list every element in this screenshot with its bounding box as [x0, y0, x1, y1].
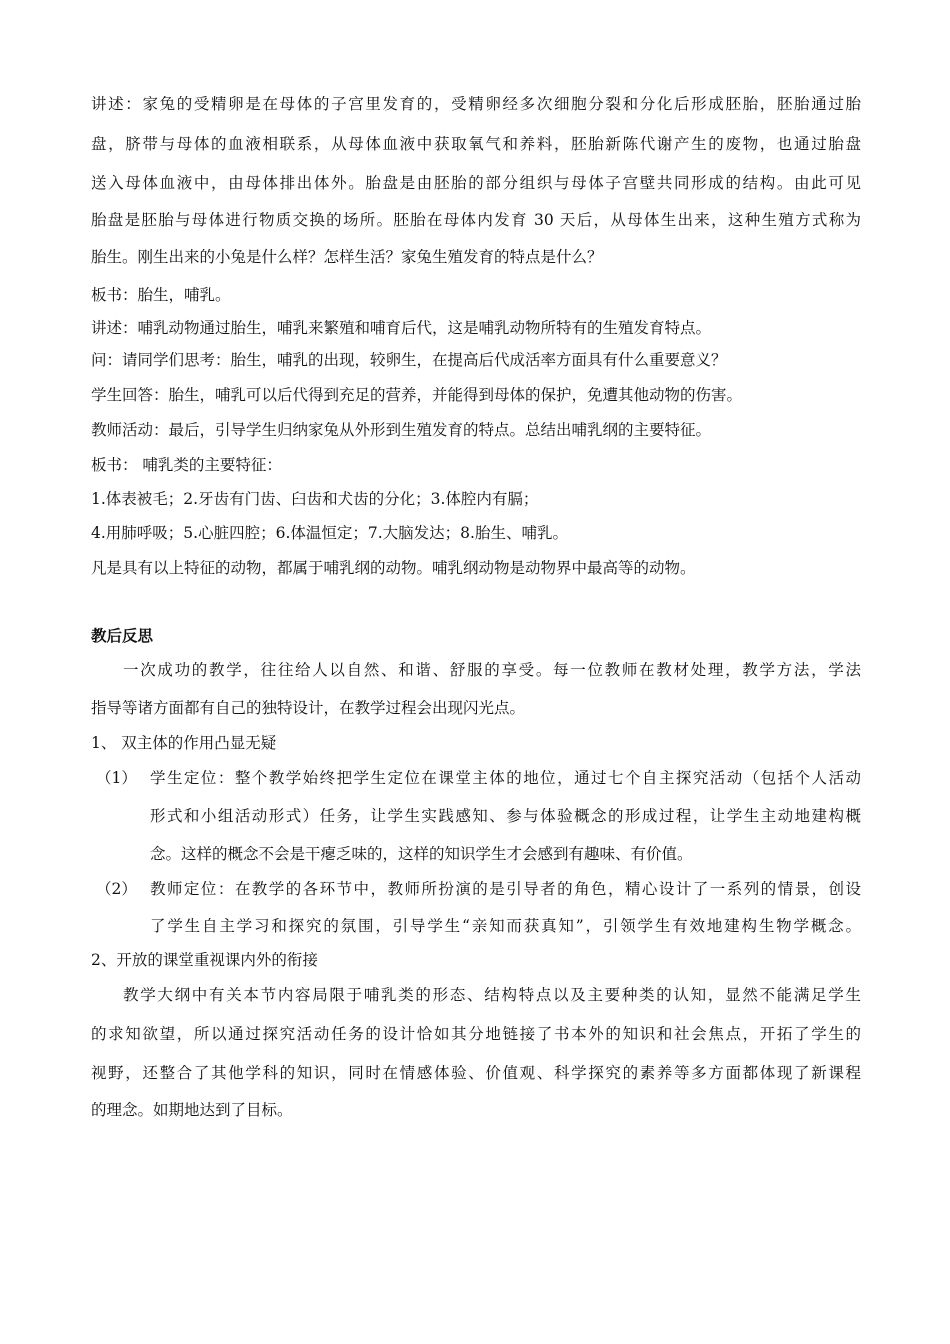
teacher-activity: 教师活动：最后，引导学生归纳家兔从外形到生殖发育的特点。总结出哺乳纲的主要特征。 [91, 421, 712, 439]
section-2-line-4: 的理念。如期地达到了目标。 [91, 1101, 293, 1119]
reflection-intro-line-2: 指导等诸方面都有自己的独特设计，在教学过程会出现闪光点。 [91, 699, 526, 717]
reflection-intro-line-1: 一次成功的教学，往往给人以自然、和谐、舒服的享受。每一位教师在教材处理，教学方法，学法 [123, 661, 861, 679]
section-1-title: 1、 双主体的作用凸显无疑 [91, 734, 277, 752]
item-1-line-1: 学生定位：整个教学始终把学生定位在课堂主体的地位，通过七个自主探究活动（包括个人活动 [150, 769, 861, 787]
item-2-line-1: 教师定位：在教学的各环节中，教师所扮演的是引导者的角色，精心设计了一系列的情景，创设 [150, 880, 861, 898]
item-2-label: （2） [96, 880, 137, 898]
lecture-paragraph-line-5: 胎生。刚生出来的小兔是什么样？怎样生活？家兔生殖发育的特点是什么？ [91, 248, 603, 266]
board-note-2: 板书： 哺乳类的主要特征： [91, 456, 282, 474]
features-line-1: 1.体表被毛；2.牙齿有门齿、臼齿和犬齿的分化；3.体腔内有膈； [91, 490, 539, 508]
section-2-line-2: 的求知欲望，所以通过探究活动任务的设计恰如其分地链接了书本外的知识和社会焦点，开拓了学生的 [91, 1025, 861, 1043]
lecture-paragraph-line-1: 讲述：家兔的受精卵是在母体的子宫里发育的，受精卵经多次细胞分裂和分化后形成胚胎，胚胎通过胎 [91, 95, 861, 113]
section-2-line-3: 视野，还整合了其他学科的知识，同时在情感体验、价值观、科学探究的素养等多方面都体现了新课程 [91, 1064, 861, 1082]
question-line: 问：请同学们思考：胎生，哺乳的出现，较卵生，在提高后代成活率方面具有什么重要意义？ [91, 351, 727, 369]
lecture-2: 讲述：哺乳动物通过胎生，哺乳来繁殖和哺育后代，这是哺乳动物所特有的生殖发育特点。 [91, 319, 712, 337]
student-answer: 学生回答：胎生，哺乳可以后代得到充足的营养，并能得到母体的保护，免遭其他动物的伤害。 [91, 386, 743, 404]
lecture-paragraph-line-2: 盘，脐带与母体的血液相联系，从母体血液中获取氧气和养料，胚胎新陈代谢产生的废物，也通过胎盘 [91, 135, 861, 153]
item-1-line-3: 念。这样的概念不会是干瘪乏味的，这样的知识学生才会感到有趣味、有价值。 [150, 845, 693, 863]
item-1-line-2: 形式和小组活动形式）任务，让学生实践感知、参与体验概念的形成过程，让学生主动地建构概 [150, 807, 861, 825]
lecture-paragraph-line-3: 送入母体血液中，由母体排出体外。胎盘是由胚胎的部分组织与母体子宫壁共同形成的结构。由此可见 [91, 174, 861, 192]
section-2-title: 2、开放的课堂重视课内外的衔接 [91, 951, 318, 969]
reflection-title: 教后反思 [91, 626, 154, 645]
item-2-line-2: 了学生自主学习和探究的氛围，引导学生“亲知而获真知”，引领学生有效地建构生物学概念。 [150, 917, 861, 935]
board-note-1: 板书：胎生，哺乳。 [91, 286, 231, 304]
conclusion-line: 凡是具有以上特征的动物，都属于哺乳纲的动物。哺乳纲动物是动物界中最高等的动物。 [91, 559, 696, 577]
section-2-line-1: 教学大纲中有关本节内容局限于哺乳类的形态、结构特点以及主要种类的认知，显然不能满足学生 [123, 986, 861, 1004]
item-1-label: （1） [96, 769, 137, 787]
features-line-2: 4.用肺呼吸；5.心脏四腔；6.体温恒定；7.大脑发达；8.胎生、哺乳。 [91, 524, 568, 542]
lecture-paragraph-line-4: 胎盘是胚胎与母体进行物质交换的场所。胚胎在母体内发育 30 天后，从母体生出来，这种生殖方式称为 [91, 211, 861, 229]
